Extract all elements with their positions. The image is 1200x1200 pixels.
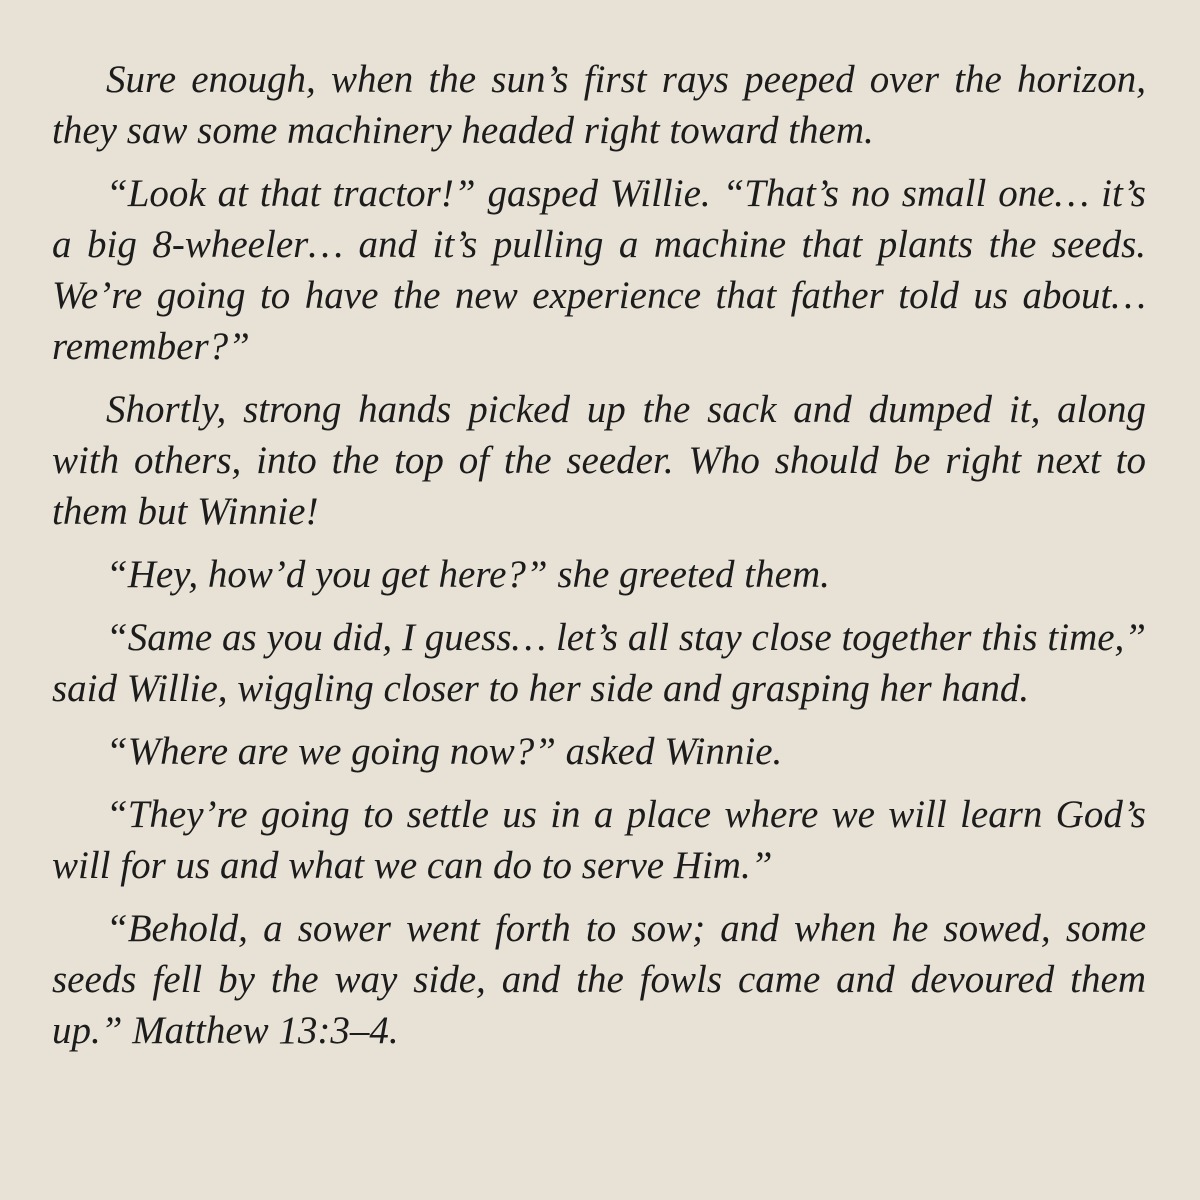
- paragraph-where-going: “Where are we going now?” asked Winnie.: [106, 730, 783, 773]
- paragraph-tractor: “Look at that tractor!” gasped Willie. “That’s no small one… it’s a big 8-wheeler… and it’s pulling a machine that plants the seeds. We’re going to have the new experience that father told us about… remember?”: [52, 172, 1146, 368]
- document-page: [52, 54, 1146, 1056]
- paragraph-sunrise: Sure enough, when the sun’s first rays peeped over the horizon, they saw some machinery headed right toward them.: [52, 58, 1146, 152]
- paragraph-greeting: “Hey, how’d you get here?” she greeted them.: [106, 553, 830, 596]
- paragraph-scripture-quote: “Behold, a sower went forth to sow; and when he sowed, some seeds fell by the way side, and the fowls came and devoured them up.” Matthew 13:3–4.: [52, 907, 1146, 1052]
- paragraph-stay-close: “Same as you did, I guess… let’s all stay close together this time,” said Willie, wiggling closer to her side and grasping her hand.: [52, 616, 1146, 710]
- paragraph-seeder: Shortly, strong hands picked up the sack and dumped it, along with others, into the top of the seeder. Who should be right next to them but Winnie!: [52, 388, 1146, 533]
- paragraph-settle: “They’re going to settle us in a place where we will learn God’s will for us and what we can do to serve Him.”: [52, 793, 1146, 887]
